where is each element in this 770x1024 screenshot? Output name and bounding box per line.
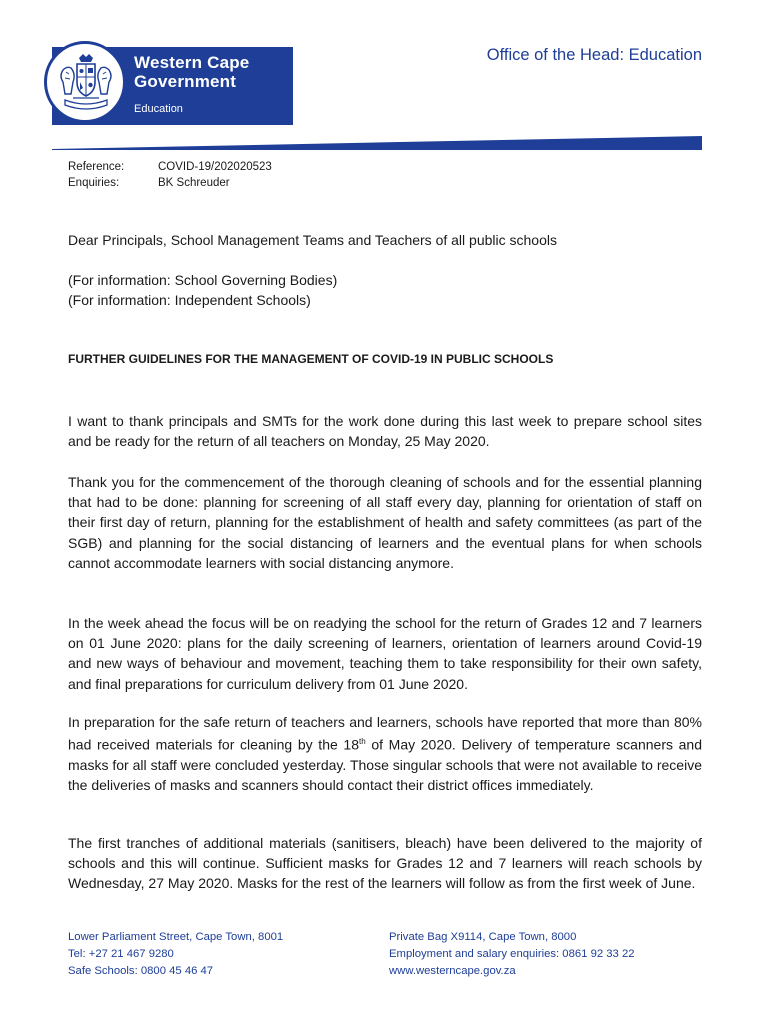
- reference-value: COVID-19/202020523: [158, 161, 272, 173]
- paragraph-4: [68, 712, 702, 795]
- footer-telephone: Tel: +27 21 467 9280: [68, 948, 174, 960]
- logo-subtitle: Education: [134, 103, 183, 115]
- letter-heading: FURTHER GUIDELINES FOR THE MANAGEMENT OF COVID-19 IN PUBLIC SCHOOLS: [68, 352, 554, 366]
- greeting: Dear Principals, School Management Teams and Teachers of all public schools: [68, 232, 557, 248]
- enquiries-label: Enquiries:: [68, 177, 120, 189]
- coat-of-arms-icon: [44, 41, 126, 123]
- enquiries-value: BK Schreuder: [158, 177, 230, 189]
- logo-title-line-1: Western Cape: [134, 53, 250, 72]
- reference-row: [68, 159, 272, 175]
- logo-title: [134, 53, 249, 91]
- paragraph-4-superscript: th: [359, 737, 366, 747]
- footer-website-link[interactable]: www.westerncape.gov.za: [389, 965, 516, 977]
- paragraph-2: Thank you for the commencement of the thorough cleaning of schools and for the essential planning that had to be done: planning for screening of all staff every day, planning for orientation of staff on their first day of return, planning for the establishment of health and safety committees (as part of the SGB) and planning for the social distancing of learners and the eventual plans for when schools cannot accommodate learners with social distancing anymore.: [68, 474, 702, 571]
- paragraph-5: The first tranches of additional materials (sanitisers, bleach) have been delivered to the majority of schools and this will continue. Sufficient masks for Grades 12 and 7 learners will reach schools by Wednesday, 27 May 2020. Masks for the rest of the learners will follow as from the first week of June.: [68, 835, 702, 892]
- enquiries-row: [68, 175, 272, 191]
- footer-left: [68, 929, 283, 980]
- footer-employment-enquiries: Employment and salary enquiries: 0861 92 33 22: [389, 948, 635, 960]
- office-title: Office of the Head: Education: [486, 46, 702, 64]
- logo-title-line-2: Government: [134, 72, 237, 91]
- paragraph-3: In the week ahead the focus will be on readying the school for the return of Grades 12 and 7 learners on 01 June 2020: plans for the daily screening of learners, orientation of learners around Covid-19 and new ways of behaviour and movement, teaching them to take responsibility for their own safety, and final preparations for curriculum delivery from 01 June 2020.: [68, 615, 702, 692]
- info-line-governing-bodies: (For information: School Governing Bodies): [68, 272, 338, 288]
- footer-address: Lower Parliament Street, Cape Town, 8001: [68, 931, 284, 943]
- header-divider: [52, 136, 702, 150]
- paragraph-4-part-1: In preparation for the safe return of teachers and learners, schools have reported that more than 80% had received materials for cleaning by the 18: [68, 714, 702, 753]
- footer-right: [389, 929, 635, 980]
- paragraph-1: I want to thank principals and SMTs for the work done during this last week to prepare school sites and be ready for the return of all teachers on Monday, 25 May 2020.: [68, 413, 702, 450]
- western-cape-government-logo: [52, 47, 293, 125]
- reference-label: Reference:: [68, 161, 125, 173]
- info-line-independent-schools: (For information: Independent Schools): [68, 292, 311, 308]
- footer-safe-schools: Safe Schools: 0800 45 46 47: [68, 965, 214, 977]
- footer-private-bag: Private Bag X9114, Cape Town, 8000: [389, 931, 577, 943]
- reference-block: [68, 159, 272, 191]
- paragraph-4-part-2: of May 2020. Delivery of temperature scanners and masks for all staff were concluded yesterday. Those singular schools that were not available to receive the deliveries of masks and scanners should contact their district offices immediately.: [68, 736, 702, 794]
